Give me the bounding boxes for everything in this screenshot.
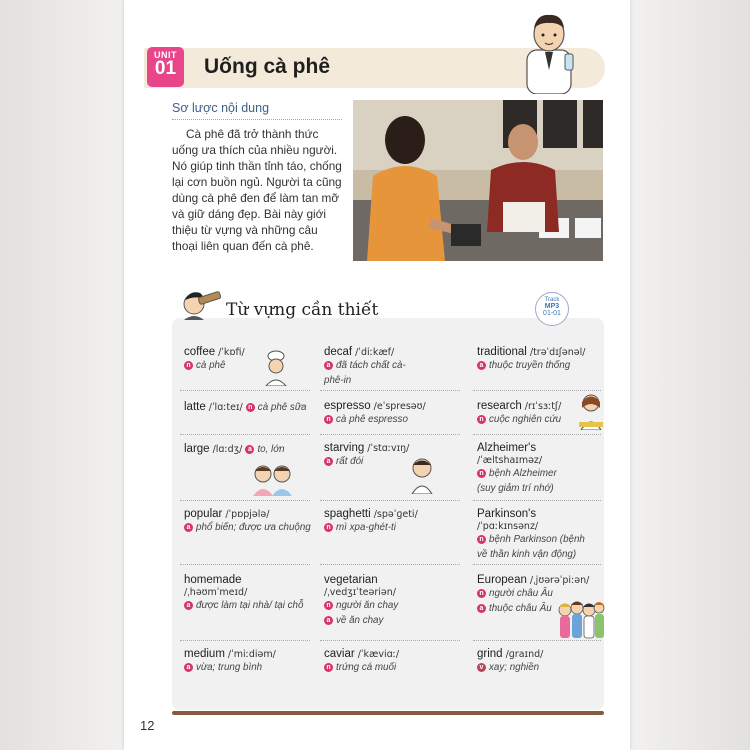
vocab-word: research xyxy=(477,400,522,412)
entry-divider xyxy=(473,500,601,501)
vocab-pronunciation: /ˌhəʊmˈmeɪd/ xyxy=(184,587,248,598)
entry-divider xyxy=(180,500,310,501)
right-margin xyxy=(630,0,750,750)
left-margin xyxy=(0,0,124,750)
part-of-speech-tag: a xyxy=(477,604,486,613)
entry-divider xyxy=(473,390,601,391)
vocab-entry-starving xyxy=(324,442,464,469)
vocab-word: large xyxy=(184,443,210,455)
vocab-word: homemade xyxy=(184,574,242,586)
vocab-definition: bệnh Parkinson (bệnh về thần kinh vận động) xyxy=(477,534,585,560)
vocab-definition: cà phê xyxy=(196,360,226,371)
vocab-definition: được làm tại nhà/ tại chỗ xyxy=(196,600,304,611)
vocab-word: espresso xyxy=(324,400,371,412)
vocab-entry-popular xyxy=(184,508,314,535)
vocab-entry-homemade xyxy=(184,574,314,613)
vocab-pronunciation: /ˈkæviɑː/ xyxy=(357,649,400,660)
vocab-entry-traditional xyxy=(477,346,601,373)
vocab-entry-medium xyxy=(184,648,314,675)
part-of-speech-tag: n xyxy=(477,589,486,598)
part-of-speech-tag: n xyxy=(184,361,193,370)
coffee-shop-photo xyxy=(353,100,603,261)
vocab-definition: rất đói xyxy=(336,456,364,467)
vocab-definition: thuộc truyền thống xyxy=(489,360,571,371)
vocab-entry-latte xyxy=(184,400,314,415)
mp3-track-label: Track xyxy=(544,297,560,303)
vocab-definition: cà phê sữa xyxy=(257,402,307,413)
vocab-pronunciation: /ˌjʊərəˈpiːən/ xyxy=(529,575,590,586)
part-of-speech-tag: n xyxy=(477,415,486,424)
part-of-speech-tag: n xyxy=(324,601,333,610)
vocab-word: grind xyxy=(477,648,503,660)
part-of-speech-tag: n xyxy=(324,415,333,424)
vocab-word: caviar xyxy=(324,648,355,660)
entry-divider xyxy=(180,434,310,435)
vocab-entry-espresso xyxy=(324,400,464,427)
vocab-pronunciation: /ˌvedʒɪˈteəriən/ xyxy=(324,587,396,598)
vocab-pronunciation: /ˈstɑːvɪŋ/ xyxy=(367,443,410,454)
vocab-entry-parkinsons xyxy=(477,508,601,562)
summary-text: Cà phê đã trở thành thức uống ưa thích của nhiều người. Nó giúp tinh thần tỉnh táo, chống lại cơn buồn ngủ. Người ta cũng dùng cà phê đen để làm tan mỡ và giữ dáng đẹp. Bài này giới thiệu từ vựng và những câu thoại liên quan đến cà phê. xyxy=(172,127,342,253)
vocab-word: vegetarian xyxy=(324,574,378,586)
part-of-speech-tag: a xyxy=(324,616,333,625)
two-people-illustration xyxy=(250,462,296,496)
bottom-rule xyxy=(172,711,604,715)
vocab-definition: mì xpa-ghét-ti xyxy=(336,522,396,533)
entry-divider xyxy=(180,564,310,565)
vocab-entry-spaghetti xyxy=(324,508,464,535)
vocab-definition: cà phê espresso xyxy=(336,414,408,425)
part-of-speech-tag: a xyxy=(324,457,333,466)
vocab-pronunciation: /ˈmiːdiəm/ xyxy=(227,649,276,660)
part-of-speech-tag: n xyxy=(324,523,333,532)
mp3-label: MP3 xyxy=(544,303,560,310)
part-of-speech-tag: a xyxy=(245,445,254,454)
vocab-pronunciation: /ˈpɒpjələ/ xyxy=(225,509,270,520)
entry-divider xyxy=(180,390,310,391)
summary-divider xyxy=(172,119,342,120)
summary-heading: Sơ lược nội dung xyxy=(172,101,270,115)
researcher-illustration xyxy=(578,392,604,430)
telescope-boy-illustration xyxy=(180,284,228,320)
entry-divider xyxy=(473,564,601,565)
unit-label: UNIT xyxy=(154,50,177,60)
vocab-word: traditional xyxy=(477,346,527,358)
part-of-speech-tag: n xyxy=(477,469,486,478)
vocab-pronunciation: /ˈkɒfi/ xyxy=(218,347,245,358)
entry-divider xyxy=(473,640,601,641)
vocab-definition: người ăn chay xyxy=(336,600,399,611)
vocab-pronunciation: /ɡraɪnd/ xyxy=(505,649,544,660)
vocab-entry-coffee xyxy=(184,346,314,373)
vocab-word: decaf xyxy=(324,346,353,358)
vocab-entry-decaf xyxy=(324,346,464,388)
vocab-definition: về ăn chay xyxy=(336,615,384,626)
unit-badge xyxy=(147,47,184,87)
vocab-pronunciation: /trəˈdɪʃənəl/ xyxy=(529,347,586,358)
vocab-definition: to, lớn xyxy=(257,444,285,455)
page-number: 12 xyxy=(140,718,155,733)
vocab-definition: thuộc châu Âu xyxy=(489,603,552,614)
vocab-word: Alzheimer's xyxy=(477,442,537,454)
group-of-europeans-illustration xyxy=(557,598,605,640)
vocab-pronunciation: /lɑːdʒ/ xyxy=(212,444,243,455)
vocab-definition: phổ biến; được ưa chuộng xyxy=(196,522,311,533)
unit-number: 01 xyxy=(154,58,177,79)
vocab-definition: đã tách chất cà-phê-in xyxy=(324,360,406,386)
vocab-entry-vegetarian xyxy=(324,574,464,628)
part-of-speech-tag: a xyxy=(184,523,193,532)
vocabulary-heading: Từ vựng cần thiết xyxy=(226,300,379,320)
vocab-pronunciation: /ˈpɑːkɪnsənz/ xyxy=(477,521,539,532)
part-of-speech-tag: n xyxy=(246,403,255,412)
unit-title: Uống cà phê xyxy=(204,55,331,78)
entry-divider xyxy=(320,564,460,565)
part-of-speech-tag: a xyxy=(184,601,193,610)
vocab-entry-large xyxy=(184,442,314,457)
vocab-definition: xay; nghiền xyxy=(489,662,540,673)
vocab-pronunciation: /ˈdiːkæf/ xyxy=(355,347,395,358)
vocab-pronunciation: /rɪˈsɜːtʃ/ xyxy=(524,401,562,412)
vocab-word: medium xyxy=(184,648,225,660)
part-of-speech-tag: a xyxy=(324,361,333,370)
entry-divider xyxy=(473,434,601,435)
vocab-word: popular xyxy=(184,508,223,520)
vocab-pronunciation: /spəˈɡeti/ xyxy=(373,509,418,520)
vocab-entry-caviar xyxy=(324,648,464,675)
vocab-word: latte xyxy=(184,401,206,413)
hungry-boy-illustration xyxy=(408,456,436,494)
vocab-word: European xyxy=(477,574,527,586)
waiter-illustration xyxy=(519,10,579,94)
vocab-word: Parkinson's xyxy=(477,508,537,520)
entry-divider xyxy=(320,640,460,641)
chef-illustration xyxy=(262,350,290,386)
entry-divider xyxy=(320,390,460,391)
vocab-definition: cuộc nghiên cứu xyxy=(489,414,562,425)
vocab-entry-alzheimers xyxy=(477,442,601,496)
vocab-word: coffee xyxy=(184,346,216,358)
mp3-code: 01-01 xyxy=(543,310,561,317)
vocab-entry-grind xyxy=(477,648,601,675)
entry-divider xyxy=(180,640,310,641)
vocab-pronunciation: /ˈæltshaɪməz/ xyxy=(477,455,543,466)
vocab-definition: bệnh Alzheimer (suy giảm trí nhớ) xyxy=(477,468,557,494)
vocab-definition: người châu Âu xyxy=(489,588,553,599)
part-of-speech-tag: n xyxy=(477,535,486,544)
vocab-definition: trứng cá muối xyxy=(336,662,397,673)
entry-divider xyxy=(320,434,460,435)
vocab-word: starving xyxy=(324,442,365,454)
vocab-pronunciation: /ˈlɑːteɪ/ xyxy=(208,402,243,413)
vocab-definition: vừa; trung bình xyxy=(196,662,263,673)
vocab-word: spaghetti xyxy=(324,508,371,520)
mp3-track-badge[interactable] xyxy=(535,292,569,326)
part-of-speech-tag: a xyxy=(477,361,486,370)
vocab-pronunciation: /eˈspresəʊ/ xyxy=(373,401,426,412)
part-of-speech-tag: a xyxy=(184,663,193,672)
entry-divider xyxy=(320,500,460,501)
part-of-speech-tag: v xyxy=(477,663,486,672)
part-of-speech-tag: n xyxy=(324,663,333,672)
